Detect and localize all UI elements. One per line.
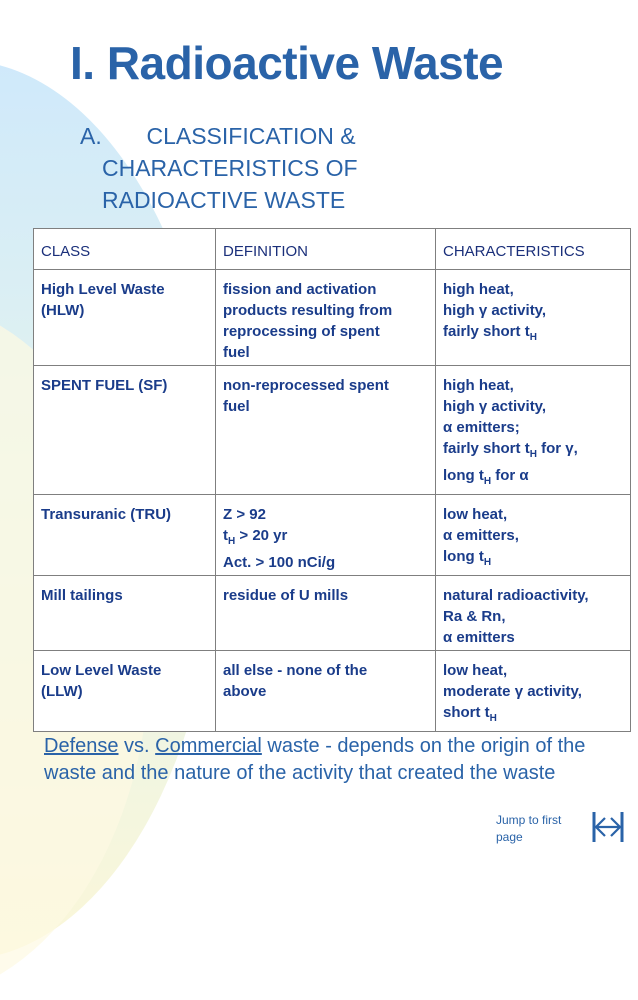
- defense-link[interactable]: Defense: [44, 735, 119, 757]
- cell-line: fairly short $t_H$ for γ,: [443, 440, 578, 460]
- section-heading: [80, 120, 358, 216]
- cell-line: High Level Waste: [41, 281, 165, 298]
- cell-line: Low Level Waste: [41, 662, 162, 679]
- jump-to-first-page-link[interactable]: Jump to first page: [496, 813, 562, 844]
- cell-line: Mill tailings: [41, 587, 123, 604]
- cell-line: residue of U mills: [223, 587, 349, 604]
- section-heading-line2: CHARACTERISTICS OF: [102, 155, 358, 181]
- cell-line: high heat,: [443, 281, 514, 298]
- footer-note: [44, 733, 604, 787]
- table-header-row: [34, 229, 631, 270]
- table-row: [34, 651, 631, 732]
- cell-line: natural radioactivity,: [443, 587, 589, 604]
- cell-line: Transuranic (TRU): [41, 506, 172, 523]
- class-cell: [34, 576, 216, 651]
- class-cell: [34, 270, 216, 366]
- footer-vs: vs.: [118, 735, 156, 757]
- cell-line: fuel: [223, 344, 250, 361]
- cell-line: reprocessing of spent: [223, 323, 380, 340]
- cell-line: above: [223, 683, 267, 700]
- cell-line: Act. > 100 nCi/g: [223, 554, 336, 571]
- definition-cell: [216, 495, 436, 576]
- table-row: [34, 270, 631, 366]
- cell-line: (LLW): [41, 683, 83, 700]
- cell-line: non-reprocessed spent: [223, 377, 389, 394]
- definition-cell: [216, 576, 436, 651]
- definition-cell: [216, 270, 436, 366]
- cell-line: long $t_H$ for α: [443, 467, 529, 487]
- table-row: [34, 576, 631, 651]
- page-title: I. Radioactive Waste: [70, 37, 504, 89]
- characteristics-cell: [436, 651, 631, 732]
- table-row: [34, 495, 631, 576]
- table-row: [34, 366, 631, 495]
- cell-line: $t_H > 20$ yr: [223, 527, 288, 547]
- cell-line: high γ activity,: [443, 302, 547, 319]
- cell-line: Ra & Rn,: [443, 608, 506, 625]
- class-cell: [34, 366, 216, 495]
- cell-line: low heat,: [443, 506, 508, 523]
- double-arrow-icon[interactable]: [590, 808, 626, 846]
- cell-line: fission and activation: [223, 281, 377, 298]
- cell-line: (HLW): [41, 302, 85, 319]
- class-cell: [34, 495, 216, 576]
- section-heading-line1: A. CLASSIFICATION &: [80, 123, 356, 149]
- column-header: CLASS: [34, 229, 216, 270]
- characteristics-cell: [436, 576, 631, 651]
- cell-line: Z > 92: [223, 506, 266, 523]
- section-heading-line3: RADIOACTIVE WASTE: [102, 187, 346, 213]
- cell-line: products resulting from: [223, 302, 393, 319]
- characteristics-cell: [436, 366, 631, 495]
- characteristics-cell: [436, 495, 631, 576]
- waste-classification-table: [33, 228, 631, 732]
- cell-line: α emitters,: [443, 527, 519, 544]
- cell-line: SPENT FUEL (SF): [41, 377, 168, 394]
- column-header: CHARACTERISTICS: [436, 229, 631, 270]
- cell-line: fairly short $t_H$: [443, 323, 537, 343]
- footer-text: waste - depends on the origin of the waste and the nature of the activity that created the waste: [44, 735, 586, 784]
- cell-line: long $t_H$: [443, 548, 492, 568]
- cell-line: high heat,: [443, 377, 514, 394]
- cell-line: high γ activity,: [443, 398, 547, 415]
- class-cell: [34, 651, 216, 732]
- definition-cell: [216, 366, 436, 495]
- cell-line: short $t_H$: [443, 704, 497, 724]
- cell-line: α emitters;: [443, 419, 520, 436]
- definition-cell: [216, 651, 436, 732]
- characteristics-cell: [436, 270, 631, 366]
- cell-line: fuel: [223, 398, 250, 415]
- column-header: DEFINITION: [216, 229, 436, 270]
- cell-line: low heat,: [443, 662, 508, 679]
- cell-line: moderate γ activity,: [443, 683, 582, 700]
- cell-line: α emitters: [443, 629, 515, 646]
- cell-line: all else - none of the: [223, 662, 368, 679]
- commercial-link[interactable]: Commercial: [155, 735, 262, 757]
